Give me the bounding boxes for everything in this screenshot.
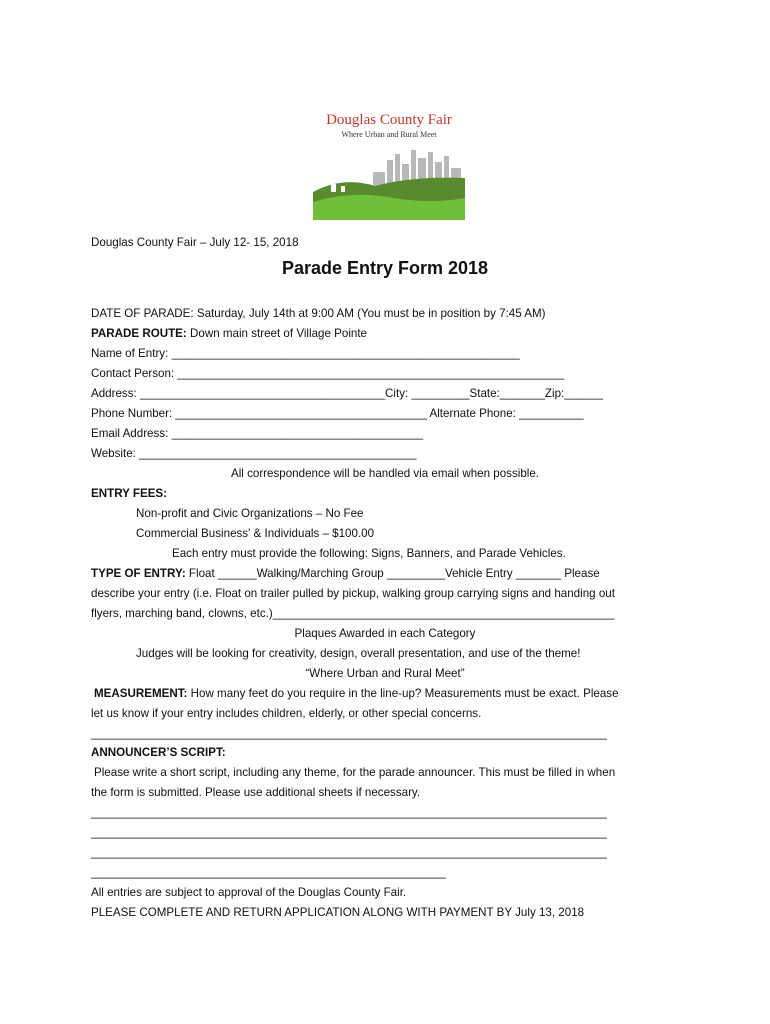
entry-type-options[interactable]: Float ______Walking/Marching Group _________Vehicle Entry _______ Please — [188, 567, 600, 580]
website-field[interactable] — [91, 447, 416, 461]
entry-requirements: Each entry must provide the following: Signs, Banners, and Parade Vehicles. — [172, 547, 566, 560]
parade-route-value: Down main street of Village Pointe — [190, 327, 368, 340]
fair-dates: Douglas County Fair – July 12- 15, 2018 — [91, 236, 299, 249]
address-label: Address: — [91, 387, 137, 400]
email-label: Email Address: — [91, 427, 169, 440]
zip-label: Zip: — [544, 387, 565, 400]
announcer-script-instructions-2: the form is submitted. Please use additional sheets if necessary. — [91, 786, 421, 799]
parade-route — [91, 327, 367, 341]
skyline-hills-icon — [313, 146, 465, 220]
entry-fees-heading: ENTRY FEES: — [91, 487, 168, 500]
alt-phone-label: Alternate Phone: — [429, 407, 516, 420]
website-blank[interactable]: ___________________________________________ — [139, 447, 417, 460]
entry-name-label: Name of Entry: — [91, 347, 169, 360]
fee-nonprofit: Non-profit and Civic Organizations – No Fee — [136, 507, 364, 520]
state-label: State: — [469, 387, 500, 400]
script-blank-line[interactable]: ________________________________________________________________________________ — [91, 826, 607, 839]
fee-commercial: Commercial Business' & Individuals – $100.00 — [136, 527, 375, 540]
logo-tagline: Where Urban and Rural Meet — [341, 130, 437, 139]
measurement-text: How many feet do you require in the line-up? Measurements must be exact. Please — [190, 687, 619, 700]
state-blank[interactable]: _______ — [499, 387, 545, 400]
entry-type-label: TYPE OF ENTRY: — [91, 567, 186, 580]
email-field[interactable] — [91, 427, 423, 441]
entry-description-blank[interactable]: flyers, marching band, clowns, etc.)_____________________________________________________ — [91, 607, 615, 620]
measurement-text-2: let us know if your entry includes children, elderly, or other special concerns. — [91, 707, 482, 720]
script-blank-line[interactable]: _______________________________________________________ — [91, 866, 446, 879]
parade-date-value: Saturday, July 14th at 9:00 AM (You must be in position by 7:45 AM) — [196, 307, 546, 320]
fair-logo — [313, 112, 465, 222]
parade-date — [91, 307, 546, 321]
return-deadline: PLEASE COMPLETE AND RETURN APPLICATION ALONG WITH PAYMENT BY July 13, 2018 — [91, 906, 585, 919]
approval-note: All entries are subject to approval of the Douglas County Fair. — [91, 886, 407, 899]
entry-type-row — [91, 567, 600, 581]
measurement-blank[interactable]: ________________________________________________________________________________ — [91, 727, 607, 740]
announcer-script-instructions: Please write a short script, including any theme, for the parade announcer. This must be filled in when — [94, 766, 616, 779]
contact-person-blank[interactable]: ____________________________________________________________ — [177, 367, 565, 380]
measurement-row — [94, 687, 619, 701]
contact-person-label: Contact Person: — [91, 367, 175, 380]
measurement-label: MEASUREMENT: — [94, 687, 188, 700]
script-blank-line[interactable]: ________________________________________________________________________________ — [91, 846, 607, 859]
entry-name-field[interactable] — [91, 347, 520, 361]
parade-date-label: DATE OF PARADE: — [91, 307, 194, 320]
email-blank[interactable]: _______________________________________ — [171, 427, 424, 440]
address-row — [91, 387, 603, 401]
parade-route-label: PARADE ROUTE: — [91, 327, 187, 340]
logo-title: Douglas County Fair — [326, 112, 452, 128]
address-blank[interactable]: ______________________________________ — [140, 387, 386, 400]
plaques-note: Plaques Awarded in each Category — [294, 627, 476, 640]
alt-phone-blank[interactable]: __________ — [519, 407, 584, 420]
entry-name-blank[interactable]: ______________________________________________________ — [171, 347, 520, 360]
website-label: Website: — [91, 447, 136, 460]
zip-blank[interactable]: ______ — [564, 387, 603, 400]
script-blank-line[interactable]: ________________________________________________________________________________ — [91, 806, 607, 819]
entry-description-line: describe your entry (i.e. Float on trailer pulled by pickup, walking group carrying signs and handing out — [91, 587, 615, 600]
announcer-script-heading: ANNOUNCER’S SCRIPT: — [91, 746, 226, 759]
contact-person-field[interactable] — [91, 367, 564, 381]
city-blank[interactable]: _________ — [411, 387, 470, 400]
phone-label: Phone Number: — [91, 407, 173, 420]
theme-quote: “Where Urban and Rural Meet” — [305, 667, 465, 680]
city-label: City: — [385, 387, 409, 400]
phone-blank[interactable]: _______________________________________ — [175, 407, 427, 420]
correspondence-note: All correspondence will be handled via email when possible. — [230, 467, 540, 480]
phone-row — [91, 407, 584, 421]
judges-note: Judges will be looking for creativity, design, overall presentation, and use of the theme! — [136, 647, 581, 660]
form-title: Parade Entry Form 2018 — [281, 258, 489, 278]
